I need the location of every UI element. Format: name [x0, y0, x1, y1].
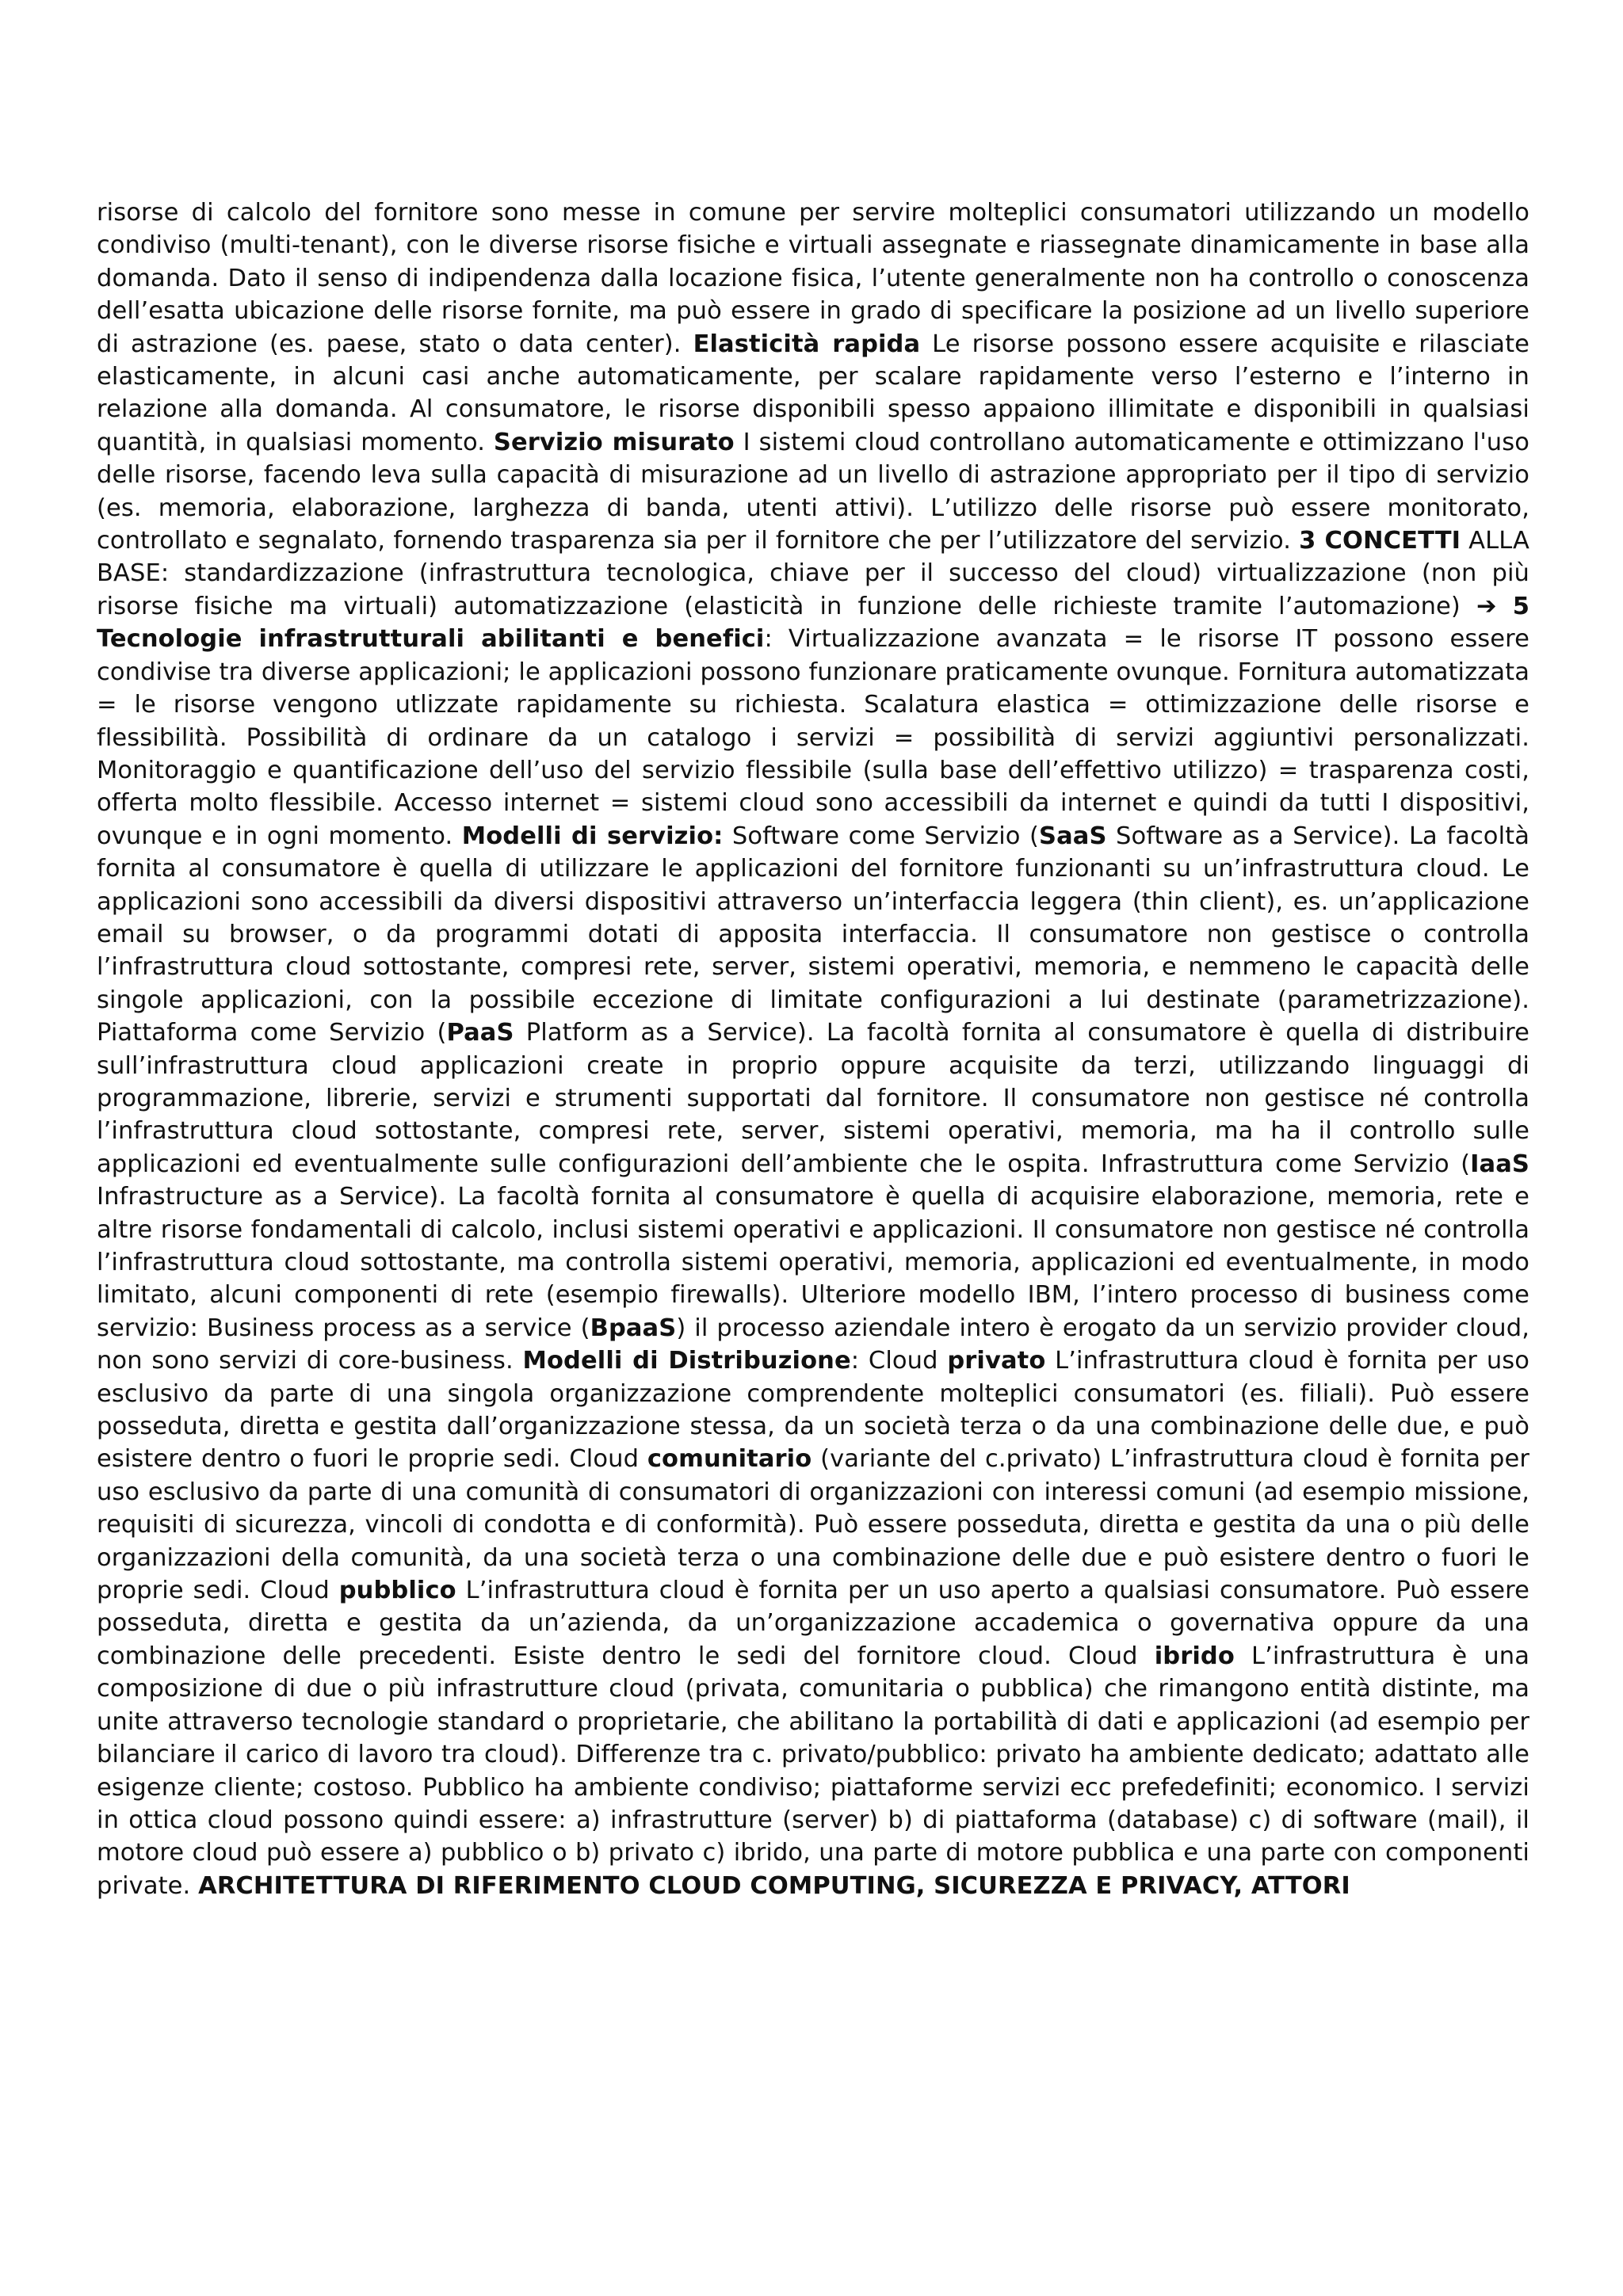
body-text-run: I sistemi cloud controllano automaticamente e ottimizzano l'uso delle risorse, facendo leva sulla capacità di misurazione ad un livello di astrazione appropriato per il tipo di servizio (es. memoria, elaborazione, larghezza di banda, utenti attivi). L’utilizzo delle risorse può essere monitorato, controllato e segnalato, fornendo trasparenza sia per il fornitore che per l’utilizzatore del servizio.: [97, 428, 1529, 555]
body-text-run: Platform as a Service). La facoltà fornita al consumatore è quella di distribuire sull’infrastruttura cloud applicazioni create in proprio oppure acquisite da terzi, utilizzando linguaggi di programmazione, librerie, servizi e strumenti supportati dal fornitore. Il consumatore non gestisce né controlla l’infrastruttura cloud sottostante, compresi rete, server, sistemi operativi, memoria, ma ha il controllo sulle applicazioni ed eventualmente sulle configurazioni dell’ambiente che le ospita. Infrastruttura come Servizio (: [97, 1019, 1529, 1178]
bold-term: BpaaS: [590, 1314, 677, 1342]
body-text-run: Software come Servizio (: [723, 822, 1040, 850]
bold-term: comunitario: [647, 1445, 812, 1474]
body-text-run: [1497, 593, 1513, 620]
bold-term: privato: [947, 1347, 1046, 1375]
bold-term: ARCHITETTURA DI RIFERIMENTO CLOUD COMPUTING, SICUREZZA E PRIVACY, ATTORI: [198, 1871, 1350, 1900]
document-body-paragraph: [97, 196, 1529, 1902]
body-text-run: : Virtualizzazione avanzata = le risorse IT possono essere condivise tra diverse applicazioni; le applicazioni possono funzionare praticamente ovunque. Fornitura automatizzata = le risorse vengono utlizzate rapidamente su richiesta. Scalatura elastica = ottimizzazione delle risorse e flessibilità. Possibilità di ordinare da un catalogo i servizi = possibilità di servizi aggiuntivi personalizzati. Monitoraggio e quantificazione dell’uso del servizio flessibile (sulla base dell’effettivo utilizzo) = trasparenza costi, offerta molto flessibile. Accesso internet = sistemi cloud sono accessibili da internet e quindi da tutti I dispositivi, ovunque e in ogni momento.: [97, 625, 1529, 850]
body-text-run: ALLA BASE: standardizzazione (infrastruttura tecnologica, chiave per il successo del cloud) virtualizzazione (non più risorse fisiche ma virtuali) automatizzazione (elasticità in funzione delle richieste tramite l’automazione): [97, 527, 1529, 620]
bold-term: Modelli di servizio:: [461, 822, 724, 850]
bold-term: PaaS: [446, 1019, 514, 1047]
body-text-run: Infrastructure as a Service). La facoltà fornita al consumatore è quella di acquisire elaborazione, memoria, rete e altre risorse fondamentali di calcolo, inclusi sistemi operativi e applicazioni. Il consumatore non gestisce né controlla l’infrastruttura cloud sottostante, ma controlla sistemi operativi, memoria, applicazioni ed eventualmente, in modo limitato, alcuni componenti di rete (esempio firewalls). Ulteriore modello IBM, l’intero processo di business come servizio: Business process as a service (: [97, 1183, 1529, 1342]
bold-term: SaaS: [1039, 822, 1107, 850]
body-text-run: L’infrastruttura cloud è fornita per un uso aperto a qualsiasi consumatore. Può essere posseduta, diretta e gestita da un’azienda, da un’organizzazione accademica o governativa oppure da una combinazione delle precedenti. Esiste dentro le sedi del fornitore cloud. Cloud: [97, 1577, 1529, 1670]
body-text-run: L’infrastruttura cloud è fornita per uso esclusivo da parte di una singola organizzazione comprendente molteplici consumatori (es. filiali). Può essere posseduta, diretta e gestita dall’organizzazione stessa, da un società terza o da una combinazione delle due, e può esistere dentro o fuori le proprie sedi. Cloud: [97, 1347, 1530, 1474]
body-text-run: Software as a Service). La facoltà fornita al consumatore è quella di utilizzare le applicazioni del fornitore funzionanti su un’infrastruttura cloud. Le applicazioni sono accessibili da diversi dispositivi attraverso un’interfaccia leggera (thin client), es. un’applicazione email su browser, o da programmi dotati di apposita interfaccia. Il consumatore non gestisce o controlla l’infrastruttura cloud sottostante, compresi rete, server, sistemi operativi, memoria, e nemmeno le capacità delle singole applicazioni, con la possibile eccezione di limitate configurazioni a lui destinate (parametrizzazione). Piattaforma come Servizio (: [97, 822, 1529, 1047]
body-text-run: risorse di calcolo del fornitore sono messe in comune per servire molteplici consumatori utilizzando un modello condiviso (multi-tenant), con le diverse risorse fisiche e virtuali assegnate e riassegnate dinamicamente in base alla domanda. Dato il senso di indipendenza dalla locazione fisica, l’utente generalmente non ha controllo o conoscenza dell’esatta ubicazione delle risorse fornite, ma può essere in grado di specificare la posizione ad un livello superiore di astrazione (es. paese, stato o data center).: [97, 199, 1529, 358]
arrow-right-icon: ➔: [1476, 592, 1497, 620]
bold-term: Modelli di Distribuzione: [522, 1347, 851, 1375]
bold-term: IaaS: [1470, 1150, 1529, 1178]
body-text-run: L’infrastruttura è una composizione di due o più infrastrutture cloud (privata, comunitaria o pubblica) che rimangono entità distinte, ma unite attraverso tecnologie standard o proprietarie, che abilitano la portabilità di dati e applicazioni (ad esempio per bilanciare il carico di lavoro tra cloud). Differenze tra c. privato/pubblico: privato ha ambiente dedicato; adattato alle esigenze cliente; costoso. Pubblico ha ambiente condiviso; piattaforme servizi ecc prefedefiniti; economico. I servizi in ottica cloud possono quindi essere: a) infrastrutture (server) b) di piattaforma (database) c) di software (mail), il motore cloud può essere a) pubblico o b) privato c) ibrido, una parte di motore pubblica e una parte con componenti private.: [97, 1642, 1529, 1900]
body-text-run: Le risorse possono essere acquisite e rilasciate elasticamente, in alcuni casi anche automaticamente, per scalare rapidamente verso l’esterno e l’interno in relazione alla domanda. Al consumatore, le risorse disponibili spesso appaiono illimitate e disponibili in qualsiasi quantità, in qualsiasi momento.: [97, 330, 1529, 456]
bold-term: 3 CONCETTI: [1299, 527, 1461, 555]
body-text-run: ) il processo aziendale intero è erogato da un servizio provider cloud, non sono servizi di core-business.: [97, 1314, 1529, 1375]
bold-term: 5 Tecnologie infrastrutturali abilitanti e benefici: [97, 592, 1530, 654]
bold-term: pubblico: [338, 1577, 456, 1605]
bold-term: Servizio misurato: [493, 428, 735, 456]
bold-term: Elasticità rapida: [693, 330, 921, 358]
body-text-run: : Cloud: [850, 1347, 948, 1375]
body-text-run: (variante del c.privato) L’infrastruttura cloud è fornita per uso esclusivo da parte di una comunità di consumatori di organizzazioni con interessi comuni (ad esempio missione, requisiti di sicurezza, vincoli di condotta e di conformità). Può essere posseduta, diretta e gestita da una o più delle organizzazioni della comunità, da una società terza o una combinazione delle due e può esistere dentro o fuori le proprie sedi. Cloud: [97, 1445, 1529, 1605]
bold-term: ibrido: [1154, 1642, 1235, 1670]
